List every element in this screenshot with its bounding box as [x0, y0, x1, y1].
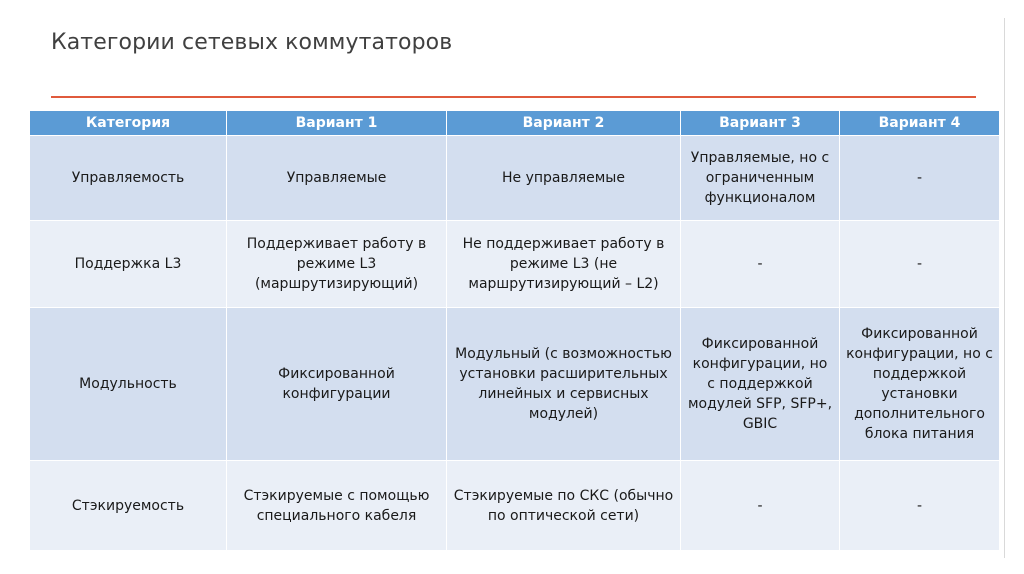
table-cell: Управляемость: [30, 136, 227, 221]
header-variant-1: Вариант 1: [227, 111, 447, 136]
table-header-row: [30, 111, 1000, 136]
table-cell: Не поддерживает работу в режиме L3 (не маршрутизирующий – L2): [447, 221, 681, 308]
table-cell: Поддерживает работу в режиме L3 (маршрутизирующий): [227, 221, 447, 308]
table-cell: Поддержка L3: [30, 221, 227, 308]
table-cell: Модульность: [30, 308, 227, 461]
table-cell: Модульный (с возможностью установки расширительных линейных и сервисных модулей): [447, 308, 681, 461]
title-underline: [51, 96, 976, 98]
table-cell: -: [681, 221, 840, 308]
slide-title: Категории сетевых коммутаторов: [51, 30, 453, 55]
header-variant-3: Вариант 3: [681, 111, 840, 136]
table-cell: -: [840, 136, 1000, 221]
header-category: Категория: [30, 111, 227, 136]
table-cell: Управляемые: [227, 136, 447, 221]
header-variant-4: Вариант 4: [840, 111, 1000, 136]
table-cell: Стэкируемые по СКС (обычно по оптической сети): [447, 461, 681, 551]
table-row: [30, 461, 1000, 551]
table-cell: -: [681, 461, 840, 551]
table-cell: -: [840, 221, 1000, 308]
table-cell: Стэкируемые с помощью специального кабеля: [227, 461, 447, 551]
header-variant-2: Вариант 2: [447, 111, 681, 136]
table-cell: -: [840, 461, 1000, 551]
table-cell: Фиксированной конфигурации: [227, 308, 447, 461]
table-row: [30, 308, 1000, 461]
switch-categories-table: [29, 110, 1000, 551]
table-cell: Фиксированной конфигурации, но с поддержкой установки дополнительного блока питания: [840, 308, 1000, 461]
table-cell: Не управляемые: [447, 136, 681, 221]
table-cell: Стэкируемость: [30, 461, 227, 551]
slide-edge-line: [1004, 18, 1005, 558]
table-row: [30, 221, 1000, 308]
table-cell: Фиксированной конфигурации, но с поддержкой модулей SFP, SFP+, GBIC: [681, 308, 840, 461]
table-cell: Управляемые, но с ограниченным функционалом: [681, 136, 840, 221]
table-row: [30, 136, 1000, 221]
